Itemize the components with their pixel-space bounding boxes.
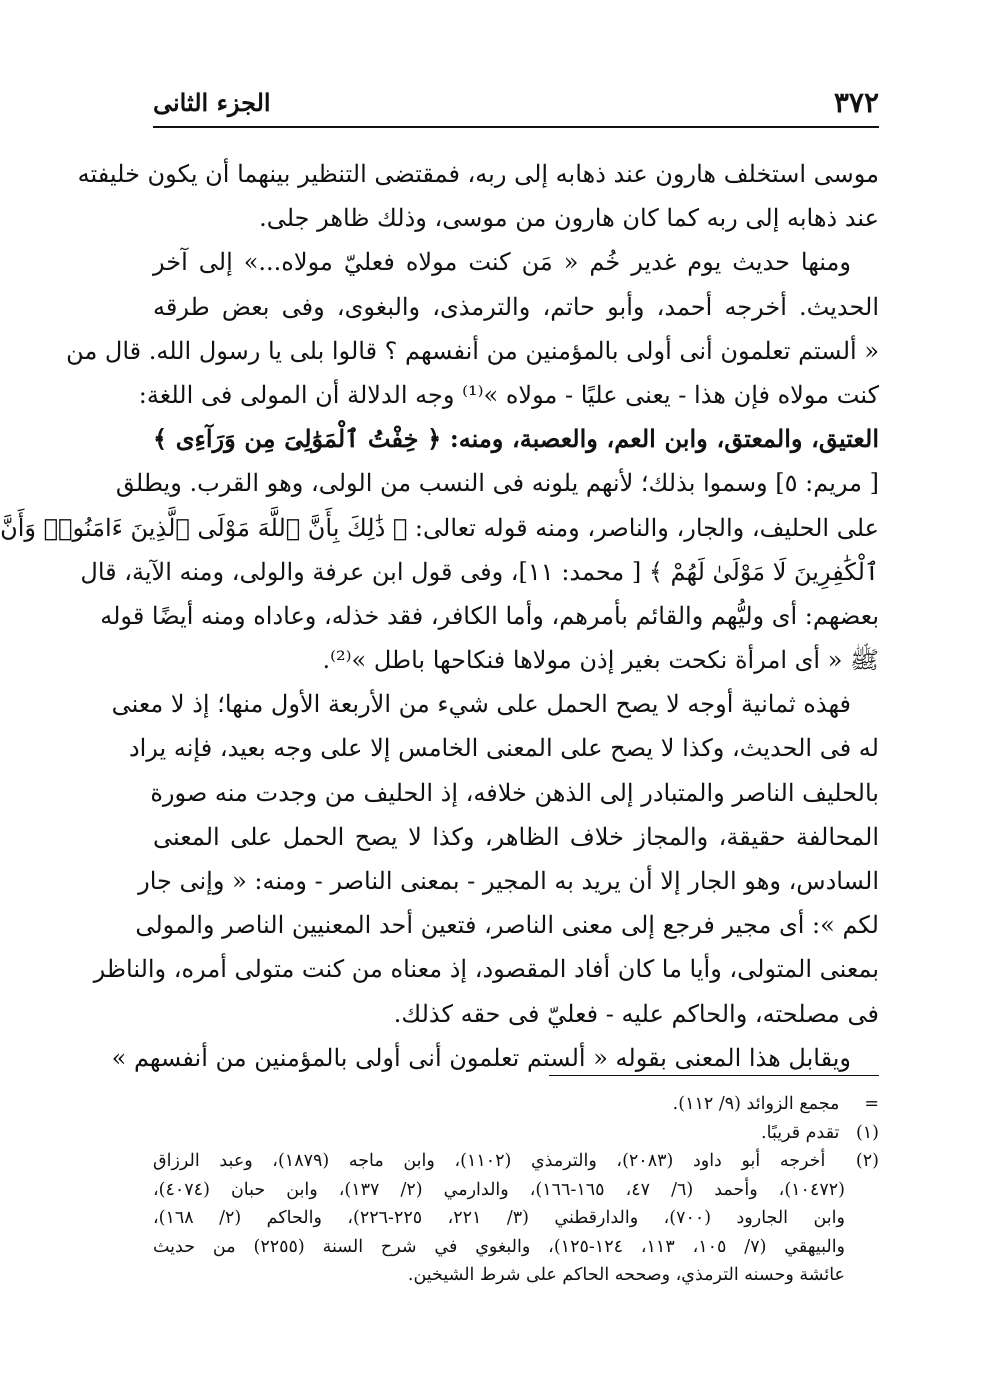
text-line: كنت مولاه فإن هذا - يعنى عليًا - مولاه »⁽¹⁾ وجه الدلالة أن المولى فى اللغة: [138, 380, 879, 409]
text-line: [ مريم: ٥] وسموا بذلك؛ لأنهم يلونه فى النسب من الولى، وهو القرب. ويطلق [115, 469, 879, 498]
text-line: على الحليف، والجار، والناصر، ومنه قوله تعالى: ﴿ ذَٰلِكَ بِأَنَّ ٱللَّهَ مَوْلَى ٱلَّذِينَ ءَامَنُوا۟ وَأَنَّ [0, 513, 879, 542]
text-line: ٱلْكَٰفِرِينَ لَا مَوْلَىٰ لَهُمْ ﴾ [ محمد: ١١]، وفى قول ابن عرفة والولى، ومنه الآية، قال [80, 557, 879, 586]
text-line: بالحليف الناصر والمتبادر إلى الذهن خلافه، إذ الحليف من وجدت منه صورة [150, 778, 879, 807]
text-line: المحالفة حقيقة، والمجاز خلاف الظاهر، وكذا لا يصح الحمل على المعنى [153, 822, 879, 851]
footnote-line [153, 1119, 879, 1148]
page-header [153, 80, 879, 128]
text-line: لكم »: أى مجير فرجع إلى معنى الناصر، فتعين أحد المعنيين الناصر والمولى [135, 911, 879, 940]
running-title: الجزء الثانى [153, 88, 271, 117]
text-line: بعضهم: أى وليُّهم والقائم بأمرهم، وأما الكافر، فقد خذله، وعاداه ومنه أيضًا قوله [100, 601, 879, 630]
text-line: عند ذهابه إلى ربه كما كان هارون من موسى، وذلك ظاهر جلى. [259, 204, 879, 233]
text-line: العتيق، والمعتق، وابن العم، والعصبة، ومنه: ﴿ خِفْتُ ٱلْمَوَٰلِىَ مِن وَرَآءِى ﴾ [153, 424, 879, 454]
footnote-text: مجمع الزوائد (٩/ ١١٢). [672, 1094, 840, 1114]
book-page [0, 80, 879, 1360]
text-line: فهذه ثمانية أوجه لا يصح الحمل على شيء من الأربعة الأول منها؛ إذ لا معنى [111, 690, 851, 719]
text-line: موسى استخلف هارون عند ذهابه إلى ربه، فمقتضى التنظير بينهما أن يكون خليفته [77, 160, 879, 188]
footnote-text: أخرجه أبو داود (٢٠٨٣)، والترمذي (١١٠٢)، وابن ماجه (١٨٧٩)، وعبد الرزاق [153, 1151, 826, 1171]
footnote-number: = [864, 1094, 879, 1114]
text-line: بمعنى المتولى، وأيا ما كان أفاد المقصود، إذ معناه من كنت متولى أمره، والناظر [93, 955, 879, 984]
footnote-number: (١) [855, 1122, 879, 1143]
text-line: فى مصلحته، والحاكم عليه - فعليّ فى حقه كذلك. [393, 999, 879, 1028]
footnote-number: (٢) [855, 1151, 879, 1171]
text-line: ومنها حديث يوم غدير خُم « مَن كنت مولاه فعليّ مولاه...» إلى آخر [153, 248, 851, 277]
footnote-line: والبيهقي (٧/ ١٠٥، ١١٣، ١٢٤-١٢٥)، والبغوي في شرح السنة (٢٢٥٥) من حديث [153, 1236, 846, 1257]
page-number: ٣٧٢ [833, 86, 879, 119]
text-line: « ألستم تعلمون أنى أولى بالمؤمنين من أنفسهم ؟ قالوا بلى يا رسول الله. قال من [66, 336, 879, 365]
text-line: الحديث. أخرجه أحمد، وأبو حاتم، والترمذى، والبغوى، وفى بعض طرقه [153, 292, 879, 321]
text-line: السادس، وهو الجار إلا أن يريد به المجير - بمعنى الناصر - ومنه: « وإنى جار [138, 867, 879, 895]
footnote-line: (١٠٤٧٢)، وأحمد (٦/ ٤٧، ١٦٥-١٦٦)، والدارمي (٢/ ١٣٧)، وابن حبان (٤٠٧٤)، [153, 1179, 845, 1200]
text-line: ويقابل هذا المعنى بقوله « ألستم تعلمون أنى أولى بالمؤمنين من أنفسهم » [111, 1043, 851, 1072]
footnote-line: وابن الجارود (٧٠٠)، والدارقطني (٣/ ٢٢١، ٢٢٥-٢٢٦)، والحاكم (٢/ ١٦٨)، [153, 1208, 845, 1228]
text-line: له فى الحديث، وكذا لا يصح على المعنى الخامس إلا على وجه بعيد، فإنه يراد [128, 734, 879, 763]
main-text [0, 152, 879, 1080]
footnote-text: تقدم قريبًا. [761, 1122, 840, 1143]
footnote-separator [549, 1075, 879, 1076]
footnote-line: عائشة وحسنه الترمذي، وصححه الحاكم على شرط الشيخين. [407, 1265, 845, 1285]
footnote-line [153, 1147, 879, 1176]
text-line: ﷺ « أى امرأة نكحت بغير إذن مولاها فنكاحها باطل »⁽²⁾. [322, 646, 879, 675]
footnote-line [153, 1090, 879, 1119]
footnotes [153, 1090, 879, 1290]
